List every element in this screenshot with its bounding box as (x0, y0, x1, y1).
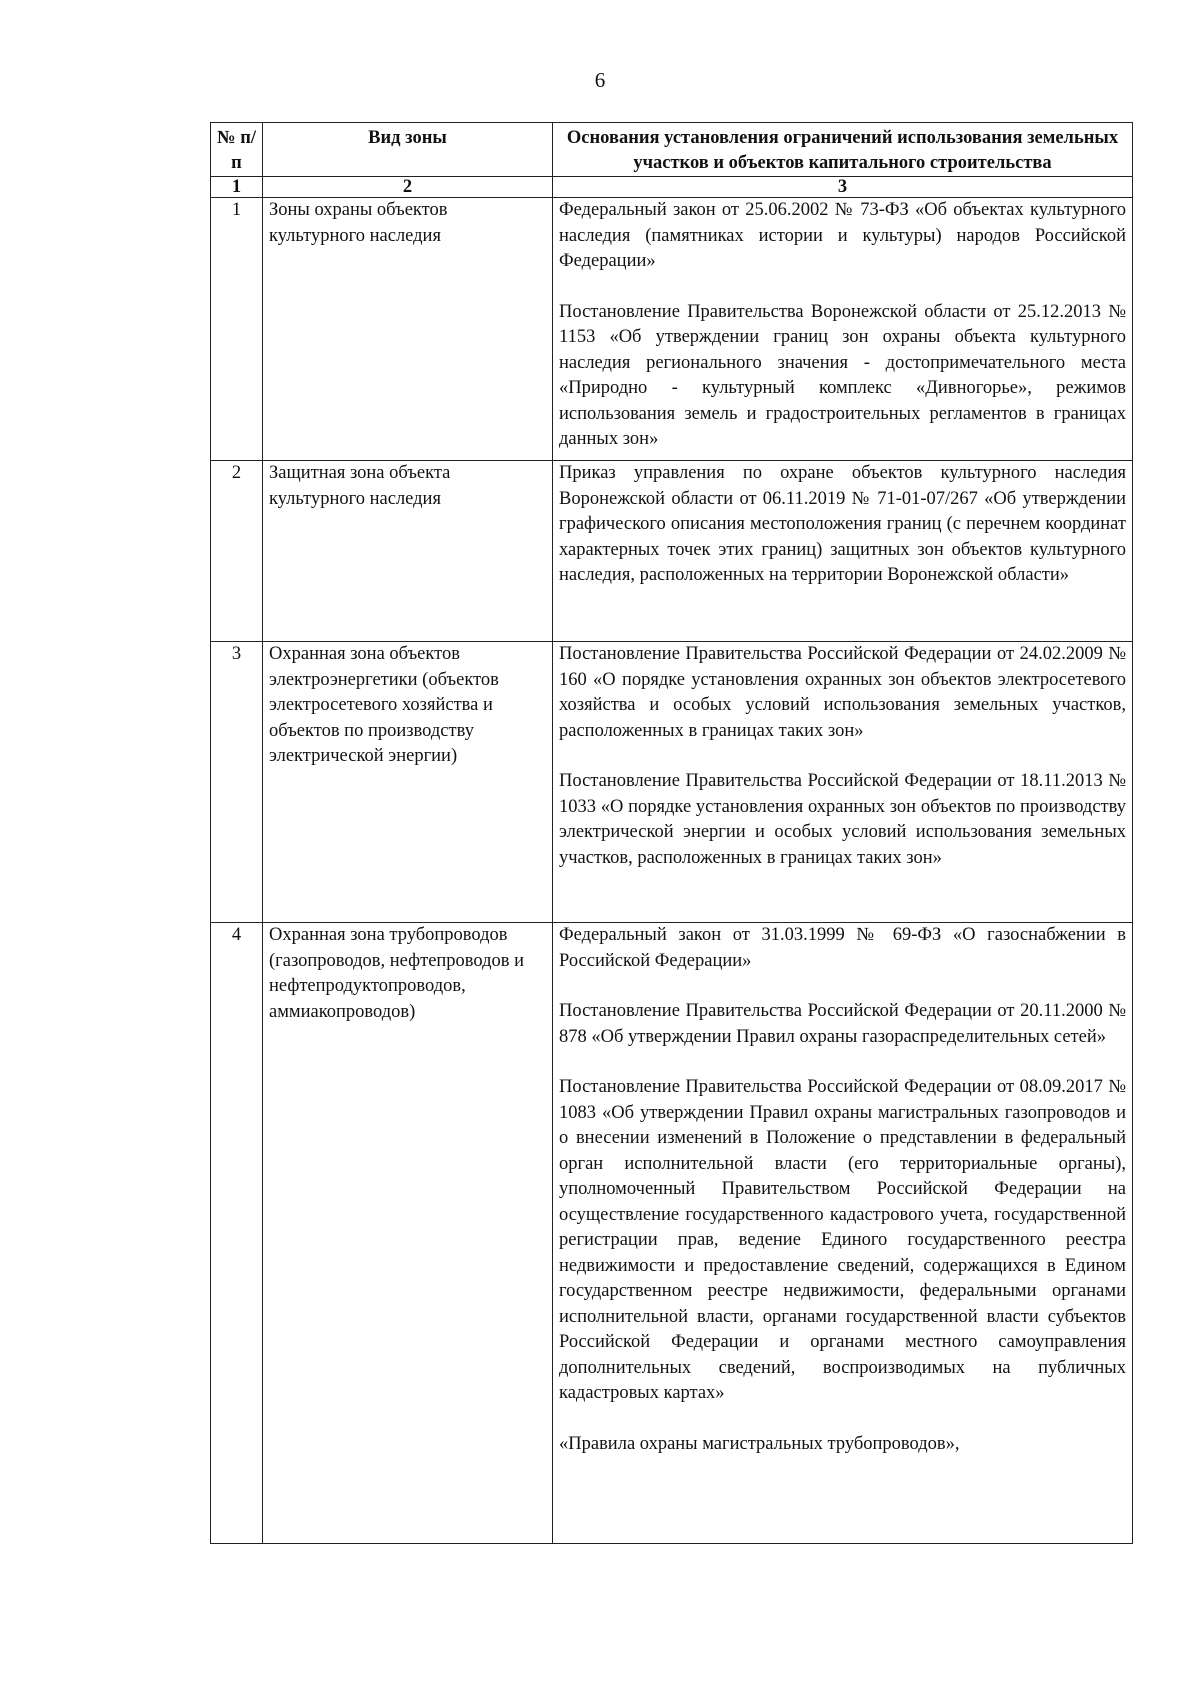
legal-basis-paragraph: Постановление Правительства Российской Федерации от 08.09.2017 № 1083 «Об утверждении Правил охраны магистральных газопроводов и о внесении изменений в Положение о представлении в федеральный орган исполнительной власти (его территориальные органы), уполномоченный Правительством Российской Федерации на осуществление государственного кадастрового учета, государственной регистрации прав, ведение Единого государственного реестра недвижимости и предоставление сведений, содержащихся в Едином государственном реестре недвижимости, федеральными органами исполнительной власти, органами государственной власти субъектов Российской Федерации и органами местного самоуправления дополнительных сведений, воспроизводимых на публичных кадастровых картах» (559, 1077, 1126, 1403)
column-number: 2 (263, 177, 553, 198)
column-number: 1 (211, 177, 263, 198)
header-number: № п/п (211, 123, 263, 177)
restriction-basis-cell (553, 923, 1133, 1544)
table-header-row (211, 123, 1133, 177)
zone-type-cell: Защитная зона объекта культурного наследия (263, 461, 553, 642)
row-number: 3 (211, 642, 263, 923)
table-row (211, 642, 1133, 923)
zones-table (210, 122, 1133, 1544)
table-row (211, 198, 1133, 461)
legal-basis-paragraph: Постановление Правительства Воронежской области от 25.12.2013 № 1153 «Об утверждении границ зон охраны объекта культурного наследия регионального значения - достопримечательного места «Природно - культурный комплекс «Дивногорье», режимов использования земель и градостроительных регламентов в границах данных зон» (559, 301, 1126, 449)
row-number: 2 (211, 461, 263, 642)
legal-basis-paragraph: «Правила охраны магистральных трубопроводов», (559, 1433, 960, 1454)
page-number: 6 (594, 68, 606, 92)
table-row (211, 923, 1133, 1544)
legal-basis-paragraph: Постановление Правительства Российской Федерации от 24.02.2009 № 160 «О порядке установления охранных зон объектов электросетевого хозяйства и особых условий использования земельных участков, расположенных в границах таких зон» (559, 644, 1126, 741)
legal-basis-paragraph: Приказ управления по охране объектов культурного наследия Воронежской области от 06.11.2019 № 71-01-07/267 «Об утверждении графического описания местоположения границ (с перечнем координат характерных точек этих границ) защитных зон объектов культурного наследия, расположенных на территории Воронежской области» (559, 463, 1126, 585)
header-restriction-basis: Основания установления ограничений использования земельных участков и объектов капитального строительства (553, 123, 1133, 177)
legal-basis-paragraph: Постановление Правительства Российской Федерации от 20.11.2000 № 878 «Об утверждении Правил охраны газораспределительных сетей» (559, 1001, 1126, 1047)
column-number-row (211, 177, 1133, 198)
restriction-basis-cell (553, 198, 1133, 461)
zone-type-cell: Охранная зона трубопроводов (газопроводов, нефтепроводов и нефтепродуктопроводов, аммиакопроводов) (263, 923, 553, 1544)
restriction-basis-cell (553, 461, 1133, 642)
zone-type-cell: Зоны охраны объектов культурного наследия (263, 198, 553, 461)
zone-type-cell: Охранная зона объектов электроэнергетики (объектов электросетевого хозяйства и объектов по производству электрической энергии) (263, 642, 553, 923)
restriction-basis-cell (553, 642, 1133, 923)
row-number: 1 (211, 198, 263, 461)
legal-basis-paragraph: Федеральный закон от 31.03.1999 № 69-ФЗ «О газоснабжении в Российской Федерации» (559, 925, 1126, 971)
legal-basis-paragraph: Федеральный закон от 25.06.2002 № 73-ФЗ «Об объектах культурного наследия (памятниках истории и культуры) народов Российской Федерации» (559, 200, 1126, 271)
header-zone-type: Вид зоны (263, 123, 553, 177)
legal-basis-paragraph: Постановление Правительства Российской Федерации от 18.11.2013 № 1033 «О порядке установления охранных зон объектов по производству электрической энергии и особых условий использования земельных участков, расположенных в границах таких зон» (559, 771, 1126, 868)
table-row (211, 461, 1133, 642)
column-number: 3 (553, 177, 1133, 198)
row-number: 4 (211, 923, 263, 1544)
